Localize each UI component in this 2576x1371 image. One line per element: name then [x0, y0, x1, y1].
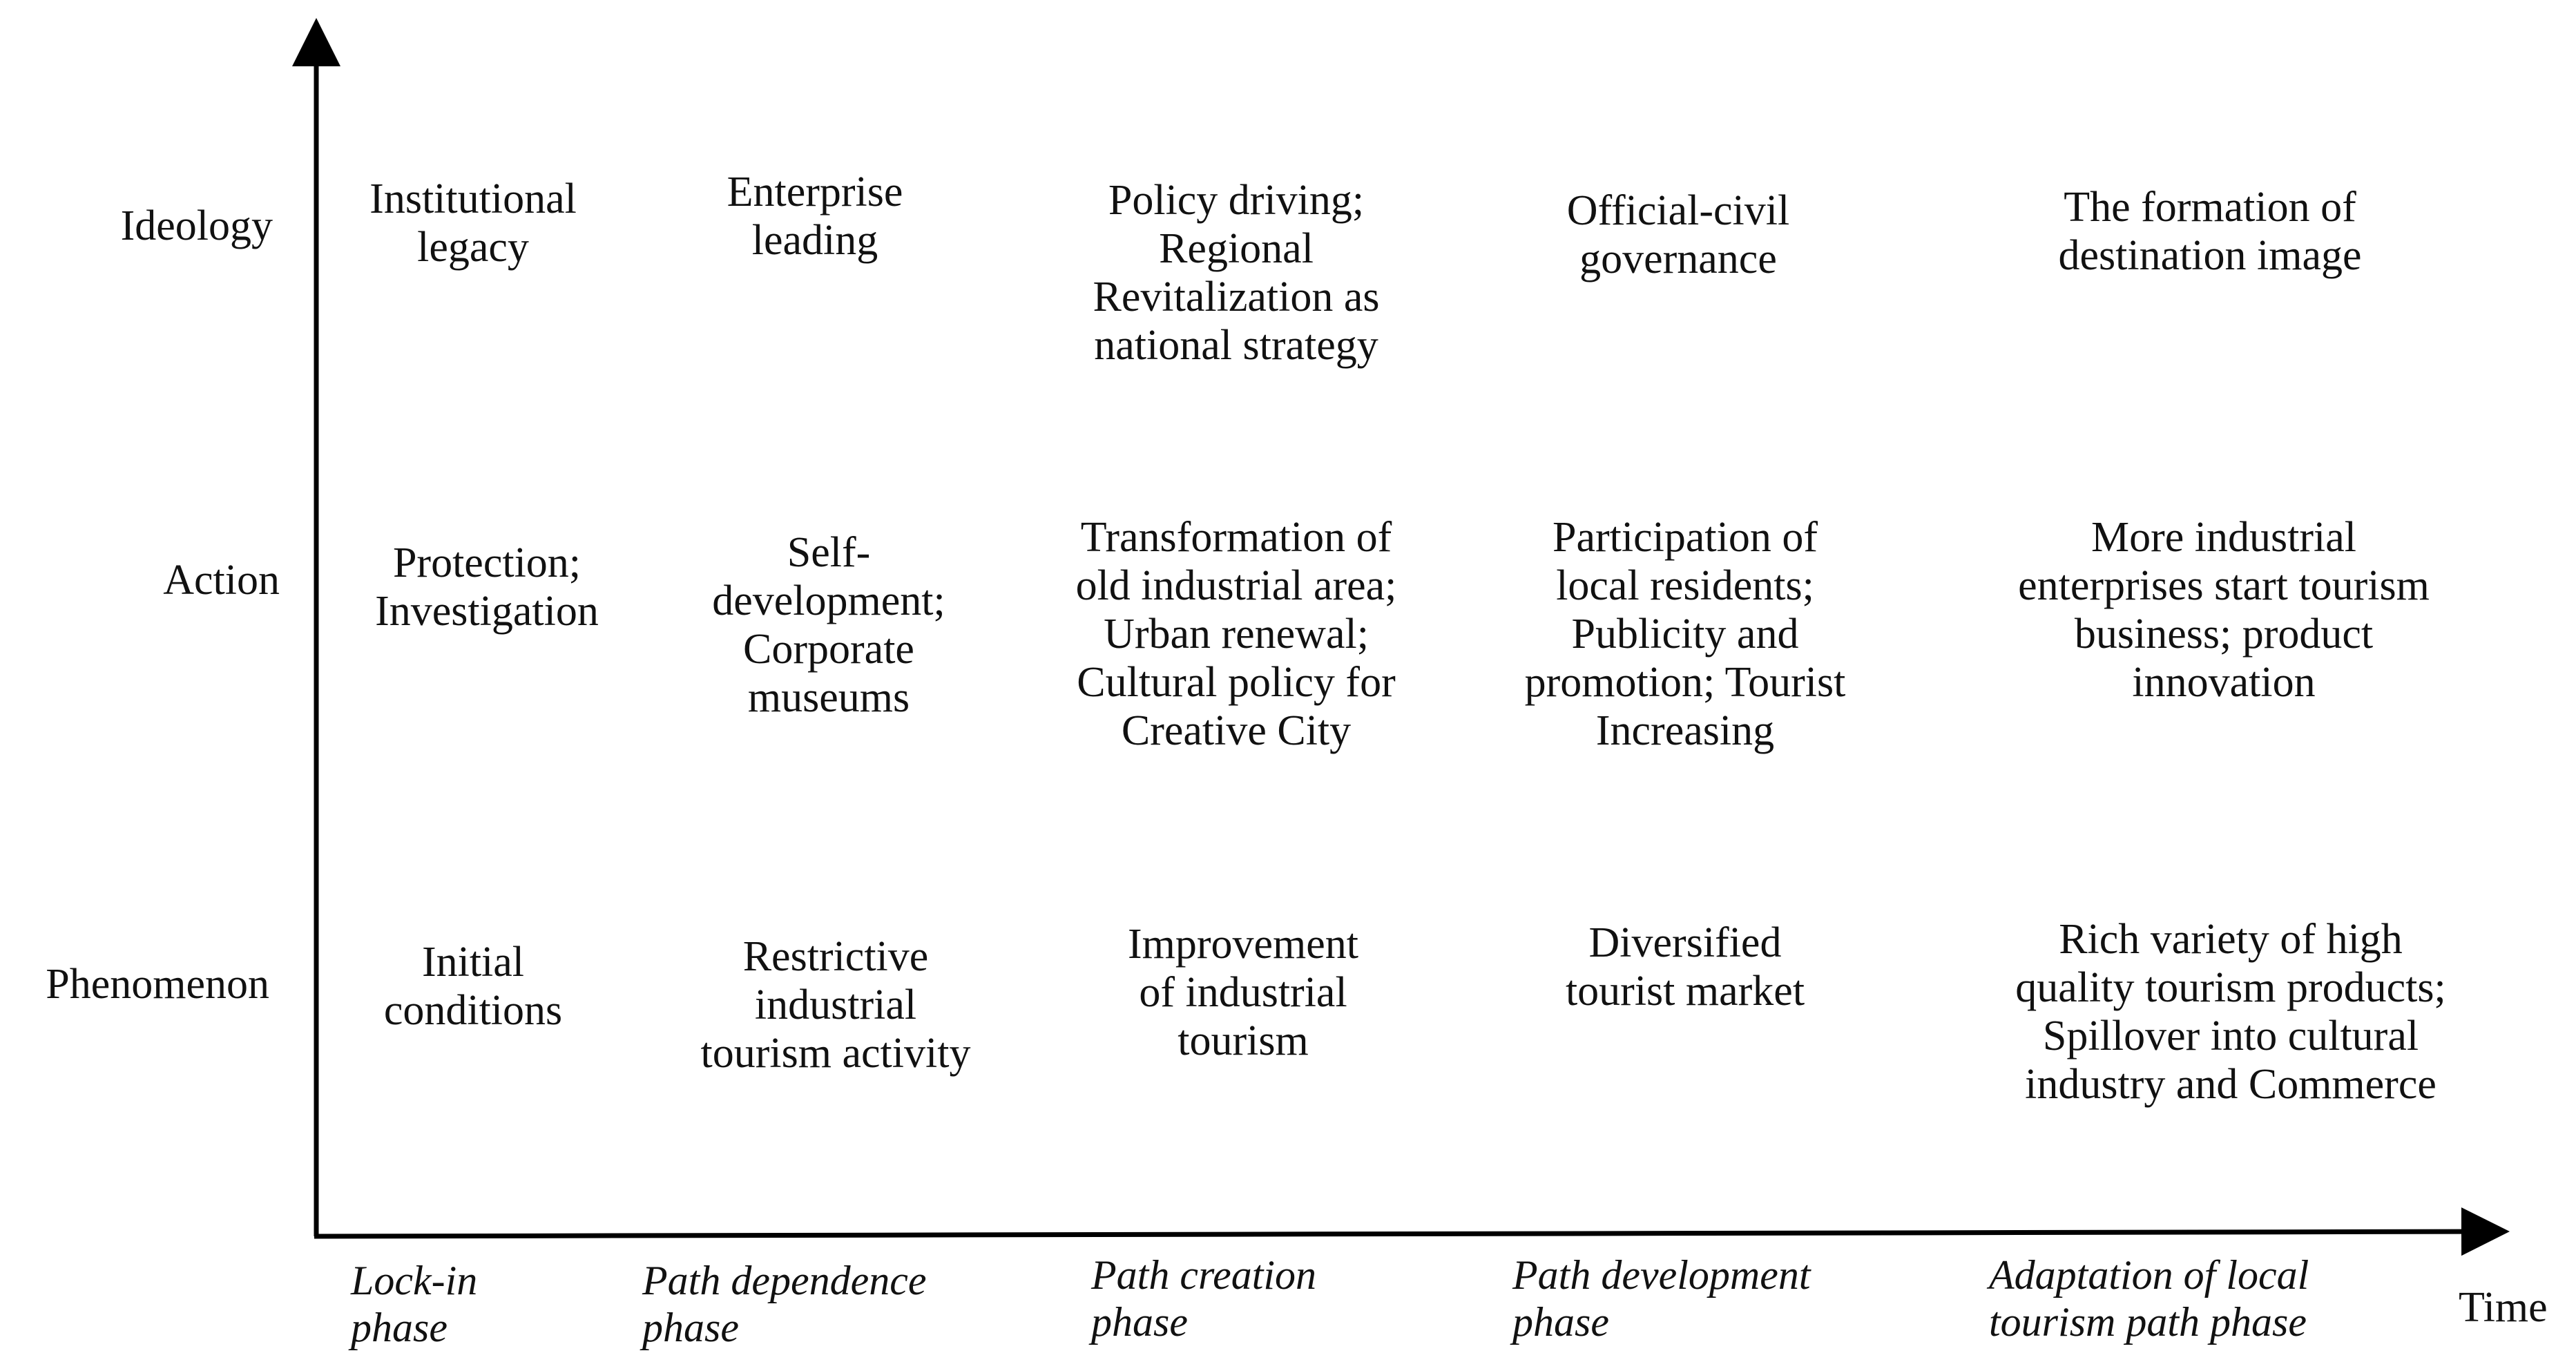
cell-phenomenon-path-creation: Improvement of industrial tourism [1127, 921, 1358, 1064]
cell-ideology-path-development: Official-civil governance [1566, 187, 1790, 282]
cell-phenomenon-adaptation: Rich variety of high quality tourism products; Spillover into cultural industry and Commerce [2015, 916, 2446, 1108]
cell-action-adaptation: More industrial enterprises start tourism business; product innovation [2018, 514, 2430, 706]
cell-phenomenon-path-dependence: Restrictive industrial tourism activity [700, 933, 971, 1077]
row-label-action: Action [163, 557, 280, 604]
cell-action-path-creation: Transformation of old industrial area; Urban renewal; Cultural policy for Creative City [1075, 514, 1397, 754]
cell-action-path-development: Participation of local residents; Publicity and promotion; Tourist Increasing [1524, 514, 1846, 754]
x-axis [314, 1231, 2500, 1236]
phase-path-creation: Path creation phase [1091, 1252, 1317, 1345]
cell-phenomenon-path-development: Diversified tourist market [1565, 919, 1805, 1015]
cell-ideology-adaptation: The formation of destination image [2058, 184, 2362, 279]
row-label-phenomenon: Phenomenon [46, 961, 269, 1008]
x-axis-label-time: Time [2459, 1284, 2548, 1331]
cell-ideology-lock-in: Institutional legacy [369, 175, 577, 271]
cell-phenomenon-lock-in: Initial conditions [383, 939, 563, 1034]
phase-adaptation: Adaptation of local tourism path phase [1989, 1252, 2309, 1345]
row-label-ideology: Ideology [120, 202, 273, 249]
cell-ideology-path-creation: Policy driving; Regional Revitalization as national strategy [1093, 177, 1380, 369]
cell-action-path-dependence: Self- development; Corporate museums [712, 529, 945, 721]
phase-path-dependence: Path dependence phase [642, 1258, 927, 1350]
cell-ideology-path-dependence: Enterprise leading [727, 169, 903, 264]
phase-lock-in: Lock-in phase [351, 1258, 478, 1350]
cell-action-lock-in: Protection; Investigation [375, 539, 599, 635]
phase-path-development: Path development phase [1512, 1252, 1811, 1345]
